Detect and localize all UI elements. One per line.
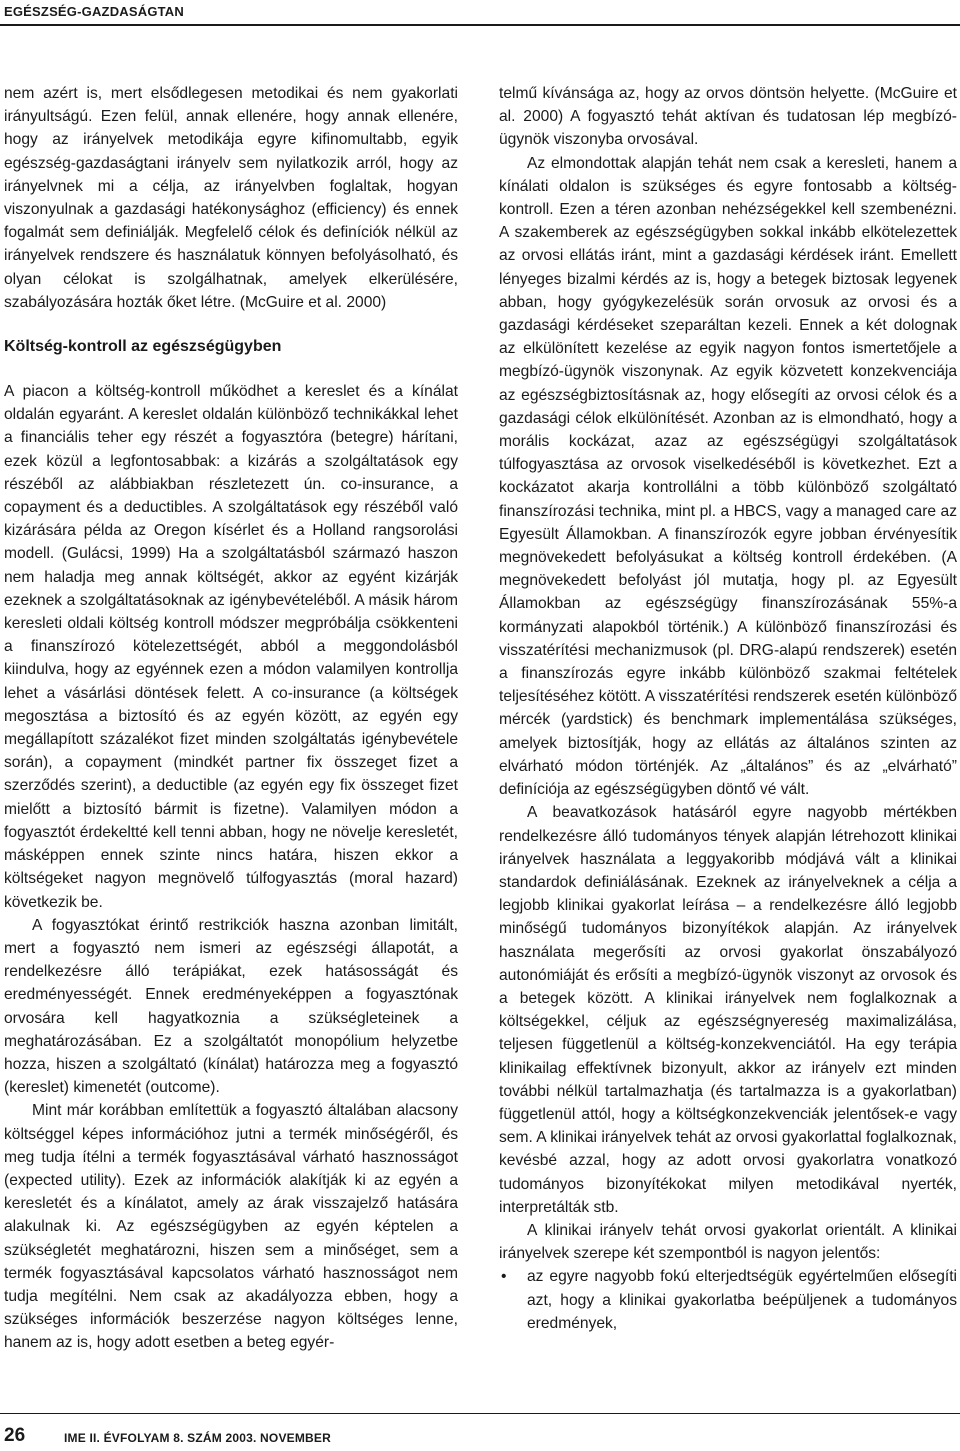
left-column	[4, 82, 458, 1355]
paragraph: A piacon a költség-kontroll működhet a kereslet és a kínálat oldalán egyaránt. A kereslet oldalán különböző technikákkal lehet a financiális teher egy részét a fogyasztóra (betegre) hárítani, ezek közül a legfontosabbak: a kizárás a szolgáltatások egy részéből az alábbiakban részletezett ún. co-insurance, a copayment és a deductibles. A szolgáltatások egy részéből való kizárására példa az Oregon kísérlet és a Holland rangsorolási modell. (Gulácsi, 1999) Ha a szolgáltatásból származó haszon nem haladja meg annak költségét, akkor az egyént kizárják ezeknek a szolgáltatásoknak az igénybevételéből. A másik három keresleti oldali költség kontroll módszer megpróbálja csökkenteni a finanszírozó kötelezettségét, abból a meggondolásból kiindulva, hogy az egyénnek ezen a módon valamilyen kontrollja lehet a vásárlási döntések felett. A co-insurance (a költségek megosztása a biztosító és az egyén között, az egyén egy megállapított százalékot fizet minden szolgáltatás igénybevétele során), a copayment (mindkét partner fix összeget fizet a szerződés szerint), a deductible (az egyén egy fix összeget fizet mielőtt a biztosító bármit is fizetne). Valamilyen módon a fogyasztót érdekeltté kell tenni abban, hogy ne növelje keresletét, másképpen ennek szinte nincs határa, hiszen ekkor a költségeket nagyon megnövelő túlfogyasztás (moral hazard) következik be.	[4, 383, 458, 911]
list-item-text: az egyre nagyobb fokú elterjedtségük egyértelműen elősegíti azt, hogy a klinikai gyakorlatba beépüljenek a tudományos eredmények,	[527, 1268, 957, 1332]
running-head: EGÉSZSÉG-GAZDASÁGTAN	[4, 4, 184, 19]
header-rule	[0, 24, 960, 26]
paragraph: Mint már korábban említettük a fogyasztó általában alacsony költséggel képes információhoz jutni a termék minőségéről, és meg tudja ítélni a termék fogyasztásával várható hasznosságot (expected utility). Ezek az információk alakítják ki az egyén a keresletét és a kínálatot, amely az árak visszajelző hatására alakulnak ki. Az egészségügyben az egyén képtelen a szükségletét meghatározni, hiszen sem a minőséget, sem a termék fogyasztásával kapcsolatos várható hasznosságot nem tudja megítélni. Nem csak az akadályozza ebben, hogy a szükséges információk beszerzése nagyon költséges lenne, hanem az is, hogy adott esetben a beteg egyér-	[4, 1102, 458, 1352]
page-number: 26	[4, 1425, 26, 1446]
paragraph: A beavatkozások hatásáról egyre nagyobb mértékben rendelkezésre álló tudományos tények alapján létrehozott klinikai irányelvek használata a leggyakoribb módjává vált a klinikai standardok definiálásának. Ezeknek az irányelveknek a célja a legjobb klinikai gyakorlat leírása – a rendelkezésre álló legjobb minőségű tudományos bizonyítékok alapján. Az irányelvek használata megerősíti az orvosi gyakorlat önszabályozó autonómiáját és erősíti a megbízó-ügynök viszonyt az orvosok és a betegek között. A klinikai irányelvek nem foglalkoznak a költségekkel, céljuk az egészségnyereség maximalizálása, teljesen függetlenül a költség-konzekvenciától. Ha egy terápia klinikailag effektívnek bizonyult, akkor az irányelv ezt minden további nélkül tartalmazhatja (és tartalmazza is a gyakorlatban) függetlenül attól, hogy a költségkonzekvenciák jelentősek-e vagy sem. A klinikai irányelvek tehát az orvosi gyakorlattal foglalkoznak, kevésbé azzal, hogy az adott orvosi gyakorlatra vonatkozó tudományos bizonyítékokat milyen metodikával nyerték, interpretálták stb.	[499, 804, 957, 1216]
paragraph: Az elmondottak alapján tehát nem csak a keresleti, hanem a kínálati oldalon is szükséges és egyre fontosabb a költség-kontroll. Ezen a téren azonban nehézségekkel kell szembenézni. A szakemberek az egészségügyben sokkal inkább elkötelezettek az orvosi ellátás iránt, mint a gazdasági kérdések iránt. Emellett lényeges bizalmi kérdés az is, hogy a betegek biztosak legyenek abban, hogy gyógykezelésük során orvosuk az orvosi és a gazdasági kérdéseket szeparáltan kezeli. Ennek a két dolognak az elkülönített kezelése az egyik nagyon fontos ismertetőjele a megbízó-ügynök viszonynak. Az egyik közvetett konzekvenciája az egészségbiztosításnak az, hogy elősegíti az orvosi célok és a gazdasági célok elkülönítését. Azonban az is elmondható, hogy a morális kockázat, azaz az egészségügyi szolgáltatások túlfogyasztása az orvosok viselkedéséből is következhet. Ezt a kockázatot akarja kontrollálni a több különböző szolgáltató finanszírozási technika, mint pl. a HBCS, vagy a managed care az Egyesült Államokban. A finanszírozók egyre jobban érvényesítik megnövekedett befolyásukat a költség kontroll érdekében. (A megnövekedett befolyást jól mutatja, hogy pl. az Egyesült Államokban az egészségügy finanszírozásának 55%-a kormányzati alapokból történik.) A különböző finanszírozási és visszatérítési mechanizmusok (pl. DRG-alapú rendszerek) esetén a finanszírozás egyre inkább különböző szakmai feltételek teljesítéséhez kötött. A visszatérítési rendszerek esetén különböző mércék (yardstick) és benchmark implementálása szükséges, amelyek biztosítják, hogy az ellátás az általános szinten az elvárható módon történjék. Az „általános” és az „elvárható” definíciója az egészségügyben döntő vé vált.	[499, 154, 957, 799]
footer-rule	[0, 1413, 960, 1414]
section-title: Költség-kontroll az egészségügyben	[4, 338, 282, 356]
page-footer	[0, 1413, 960, 1451]
paragraph: nem azért is, mert elsődlegesen metodikai és nem gyakorlati irányultságú. Ezen felül, annak ellenére, hogy annak ellenére, hogy az irányelvek metodikája egyre kifinomultabb, egyik egészség-gazdaságtani irányelv sem nyilatkozik arról, hogy az irányelvnek mi a célja, az irányelvben foglaltak, hogyan viszonyulnak a gazdasági hatékonysághoz (efficiency) és ennek fogalmát sem definiálják. Megfelelő célok és definíciók nélkül az irányelvek rendszere és használatuk könnyen befolyásolható, és olyan célokat is szolgálhatnak, amelyek elkerülésére, szabályozására hozták őket létre. (McGuire et al. 2000)	[4, 85, 458, 311]
bullet-icon: •	[501, 1268, 507, 1286]
right-column	[499, 82, 957, 1335]
paragraph: A klinikai irányelv tehát orvosi gyakorlat orientált. A klinikai irányelvek szerepe két szempontból is nagyon jelentős:	[499, 1221, 957, 1263]
paragraph: telmű kívánsága az, hogy az orvos döntsön helyette. (McGuire et al. 2000) A fogyasztó tehát aktívan és tudatosan lép megbízó-ügynök viszonyba orvosával.	[499, 85, 957, 149]
list-item	[499, 1265, 957, 1335]
paragraph: A fogyasztókat érintő restrikciók haszna azonban limitált, mert a fogyasztó nem ismeri az egészségi állapotát, a rendelkezésre álló terápiákat, ezek hatásosságát és eredményességét. Ennek eredményeképpen a fogyasztónak orvosára kell hagyatkoznia a szükségleteinek a meghatározásában. Ez a szolgáltatót monopólium helyzetbe hozza, hiszen a szolgáltató (kínálat) határozza meg a fogyasztó (kereslet) kimenetét (outcome).	[4, 916, 458, 1097]
bullet-list	[499, 1265, 957, 1335]
journal-info: IME II. ÉVFOLYAM 8. SZÁM 2003. NOVEMBER	[64, 1431, 331, 1445]
